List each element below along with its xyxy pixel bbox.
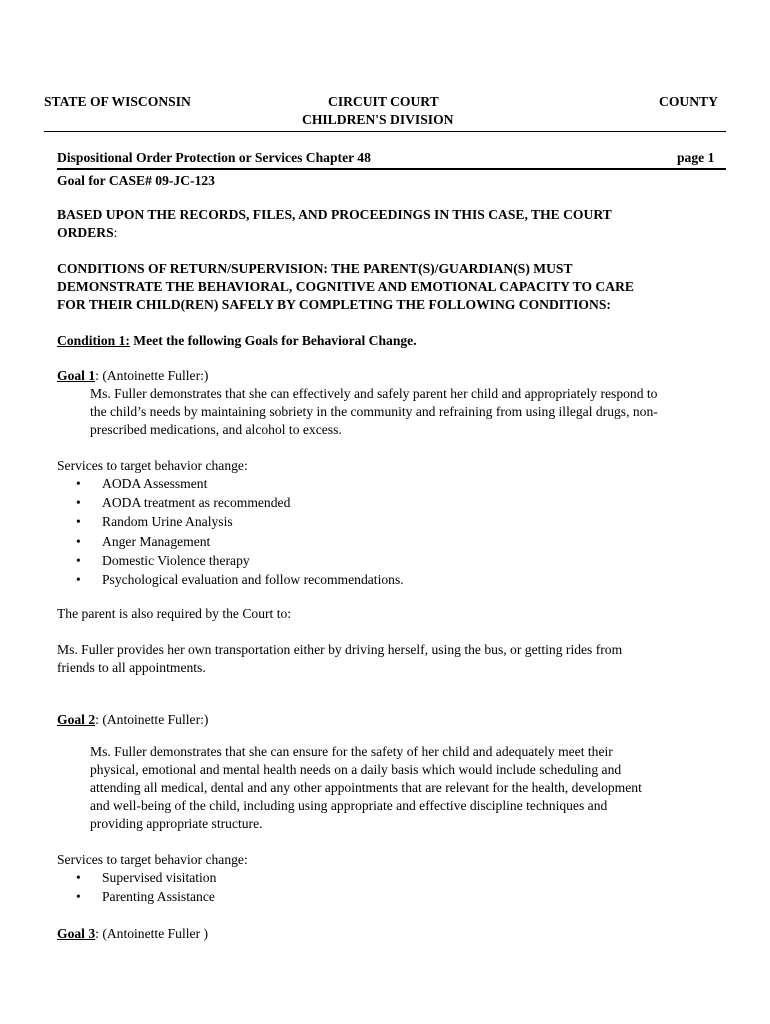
- goal-2-label: Goal 2: [57, 712, 96, 727]
- list-item: • Domestic Violence therapy: [57, 552, 404, 571]
- goal-3-label: Goal 3: [57, 926, 96, 941]
- bullet-icon: •: [76, 552, 81, 568]
- list-item: • AODA Assessment: [57, 475, 404, 494]
- bullet-icon: •: [76, 514, 81, 530]
- list-item: • Anger Management: [57, 533, 404, 552]
- list-item: • Supervised visitation: [57, 869, 216, 888]
- goal-3-who: : (Antoinette Fuller ): [95, 926, 209, 941]
- intro-line-1: BASED UPON THE RECORDS, FILES, AND PROCEEDINGS IN THIS CASE, THE COURT: [57, 207, 612, 222]
- goal-2-line-5: providing appropriate structure.: [90, 816, 263, 831]
- transport-line-2: friends to all appointments.: [57, 660, 206, 675]
- goal-2-line-1: Ms. Fuller demonstrates that she can ensure for the safety of her child and adequately meet their: [90, 744, 613, 759]
- goal-2-line-4: and well-being of the child, including using appropriate and effective discipline techniques and: [90, 798, 608, 813]
- bullet-icon: •: [76, 476, 81, 491]
- bullet-icon: •: [76, 571, 81, 587]
- bullet-icon: •: [76, 870, 81, 885]
- document-title: Dispositional Order Protection or Services Chapter 48: [57, 150, 371, 165]
- conditions-line-2: DEMONSTRATE THE BEHAVIORAL, COGNITIVE AND EMOTIONAL CAPACITY TO CARE: [57, 279, 634, 294]
- condition-1: [57, 332, 417, 351]
- goal-1-who: : (Antoinette Fuller:): [95, 368, 209, 383]
- intro-orders-colon: :: [113, 225, 118, 240]
- goal-2-services-label: Services to target behavior change:: [57, 852, 248, 867]
- case-number: Goal for CASE# 09-JC-123: [57, 173, 215, 188]
- header-court: CIRCUIT COURT: [328, 94, 439, 109]
- header-divider: [44, 131, 726, 132]
- header-state: STATE OF WISCONSIN: [44, 94, 191, 109]
- bullet-icon: •: [76, 495, 81, 511]
- intro-line-2: [57, 224, 117, 243]
- goal-2-heading: [57, 711, 208, 730]
- goal-3-heading: [57, 925, 208, 944]
- bullet-icon: •: [76, 889, 81, 905]
- goal-1-services-list: [57, 475, 404, 590]
- goal-1-services-label: Services to target behavior change:: [57, 458, 248, 473]
- goal-1-line-1: Ms. Fuller demonstrates that she can effectively and safely parent her child and appropriately respond to: [90, 386, 658, 401]
- list-item: • AODA treatment as recommended: [57, 494, 404, 513]
- goal-1-label: Goal 1: [57, 368, 96, 383]
- goal-2-line-3: attending all medical, dental and any other appointments that are relevant for the health, development: [90, 780, 642, 795]
- also-required: The parent is also required by the Court to:: [57, 606, 292, 621]
- list-item: • Random Urine Analysis: [57, 513, 404, 532]
- header-division: CHILDREN'S DIVISION: [302, 112, 454, 127]
- goal-1-heading: [57, 367, 208, 386]
- list-item: • Parenting Assistance: [57, 888, 216, 907]
- conditions-line-1: CONDITIONS OF RETURN/SUPERVISION: THE PARENT(S)/GUARDIAN(S) MUST: [57, 261, 573, 276]
- condition-1-label: Condition 1:: [57, 333, 130, 348]
- page-number: page 1: [677, 150, 715, 165]
- goal-2-services-list: [57, 869, 216, 907]
- goal-1-line-2: the child’s needs by maintaining sobriety in the community and refraining from using illegal drugs, non-: [90, 404, 658, 419]
- condition-1-text: Meet the following Goals for Behavioral Change.: [129, 333, 417, 348]
- conditions-line-3: FOR THEIR CHILD(REN) SAFELY BY COMPLETING THE FOLLOWING CONDITIONS:: [57, 297, 611, 312]
- goal-1-line-3: prescribed medications, and alcohol to excess.: [90, 422, 342, 437]
- intro-orders: ORDERS: [57, 225, 114, 240]
- goal-2-who: : (Antoinette Fuller:): [95, 712, 209, 727]
- header-county: COUNTY: [659, 94, 718, 109]
- goal-2-line-2: physical, emotional and mental health needs on a daily basis which would include scheduling and: [90, 762, 622, 777]
- title-divider: [57, 168, 726, 170]
- transport-line-1: Ms. Fuller provides her own transportation either by driving herself, using the bus, or getting rides from: [57, 642, 623, 657]
- bullet-icon: •: [76, 533, 81, 549]
- list-item: • Psychological evaluation and follow recommendations.: [57, 571, 404, 590]
